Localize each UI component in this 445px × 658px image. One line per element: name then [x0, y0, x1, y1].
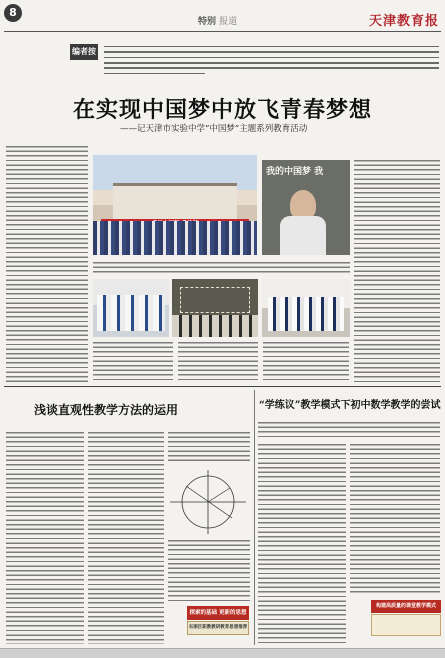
masthead-rule	[4, 31, 441, 32]
newspaper-logo: 天津教育报	[368, 14, 439, 29]
article-text-column	[258, 444, 346, 644]
article-text-column	[178, 342, 258, 382]
promo-banner: 东丽区职教教研教育思想推荐	[187, 621, 249, 635]
students-row	[97, 295, 165, 331]
editor-note-text	[104, 42, 439, 78]
student-shirt	[280, 216, 326, 255]
editor-note-label: 编者按	[70, 44, 98, 60]
article-text-column	[88, 432, 164, 644]
blackboard-photo	[172, 279, 258, 337]
student-crowd	[93, 221, 257, 255]
column-rule	[254, 390, 255, 645]
article-text-column	[6, 432, 84, 644]
building-shape	[113, 183, 237, 223]
class-group-photo	[93, 279, 169, 337]
article-title: 浅谈直观性教学方法的运用	[34, 403, 179, 417]
chalkboard-drawing	[180, 287, 250, 313]
main-headline: 在实现中国梦中放飞青春梦想	[72, 98, 372, 123]
article-title: “学练议”教学模式下初中数学教学的尝试	[259, 400, 441, 411]
class-activity-photo	[262, 279, 350, 337]
student-portrait-photo	[262, 160, 350, 255]
students-row	[172, 315, 258, 337]
section-divider	[4, 386, 441, 387]
page-number-badge: 8	[4, 4, 22, 22]
promo-box	[371, 614, 441, 636]
section-name: 特别	[198, 17, 217, 27]
article-text-column	[258, 422, 440, 440]
article-text-column	[93, 342, 173, 382]
section-tag: 报道	[219, 17, 238, 27]
article-text-column	[168, 540, 250, 602]
article-text-column	[93, 262, 350, 274]
article-text-column	[354, 160, 440, 382]
article-text-column	[263, 342, 349, 382]
article-text-column	[350, 444, 440, 596]
bottom-strip	[0, 648, 445, 658]
photo-board-text: 我的中国梦 我	[266, 167, 324, 177]
geometry-diagram	[166, 466, 250, 536]
school-building-photo	[93, 155, 257, 255]
main-subheadline: ——记天津市实验中学“中国梦”主题系列教育活动	[120, 124, 308, 134]
section-title	[198, 14, 237, 27]
promo-banner: 探索的基础 更新的思想	[187, 606, 249, 620]
students-row	[268, 297, 344, 331]
promo-banner: 构建高质量的课堂教学模式	[371, 600, 441, 613]
article-text-column	[168, 432, 250, 462]
article-text-column	[6, 146, 88, 382]
